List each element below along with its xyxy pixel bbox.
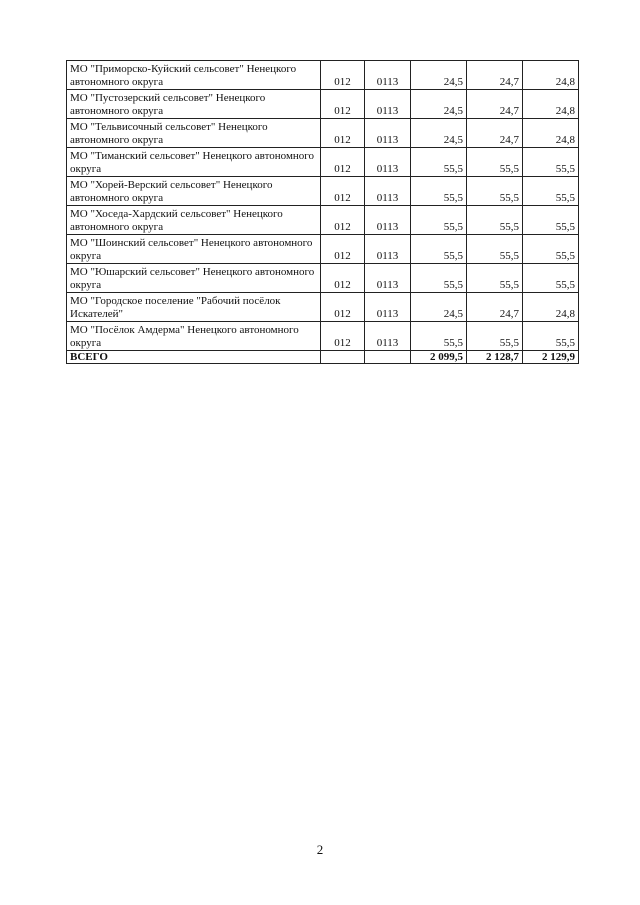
total-year2-cell: 2 128,7 xyxy=(467,351,523,364)
amount-year3-cell: 55,5 xyxy=(523,177,579,206)
municipality-name-cell: МО "Приморско-Куйский сельсовет" Ненецкого автономного округа xyxy=(67,61,321,90)
section-code-cell: 0113 xyxy=(365,293,411,322)
section-code-cell: 0113 xyxy=(365,61,411,90)
section-code-cell: 0113 xyxy=(365,206,411,235)
amount-year2-cell: 24,7 xyxy=(467,119,523,148)
amount-year2-cell: 24,7 xyxy=(467,293,523,322)
admin-code-cell: 012 xyxy=(321,235,365,264)
table-row xyxy=(67,119,579,148)
amount-year1-cell: 24,5 xyxy=(411,293,467,322)
section-code-cell: 0113 xyxy=(365,235,411,264)
total-year1-cell: 2 099,5 xyxy=(411,351,467,364)
total-label-cell: ВСЕГО xyxy=(67,351,321,364)
amount-year1-cell: 55,5 xyxy=(411,206,467,235)
table-row xyxy=(67,177,579,206)
municipality-name-cell: МО "Юшарский сельсовет" Ненецкого автономного округа xyxy=(67,264,321,293)
admin-code-cell: 012 xyxy=(321,148,365,177)
table-row xyxy=(67,61,579,90)
section-code-cell: 0113 xyxy=(365,264,411,293)
municipality-name-cell: МО "Тельвисочный сельсовет" Ненецкого автономного округа xyxy=(67,119,321,148)
admin-code-cell: 012 xyxy=(321,322,365,351)
table-row xyxy=(67,264,579,293)
municipality-name-cell: МО "Посёлок Амдерма" Ненецкого автономного округа xyxy=(67,322,321,351)
amount-year1-cell: 55,5 xyxy=(411,264,467,293)
admin-code-cell: 012 xyxy=(321,90,365,119)
admin-code-cell: 012 xyxy=(321,119,365,148)
amount-year1-cell: 24,5 xyxy=(411,90,467,119)
amount-year2-cell: 55,5 xyxy=(467,235,523,264)
amount-year2-cell: 24,7 xyxy=(467,61,523,90)
amount-year2-cell: 55,5 xyxy=(467,206,523,235)
amount-year3-cell: 55,5 xyxy=(523,322,579,351)
admin-code-cell: 012 xyxy=(321,293,365,322)
municipality-name-cell: МО "Шоинский сельсовет" Ненецкого автономного округа xyxy=(67,235,321,264)
section-code-cell: 0113 xyxy=(365,322,411,351)
total-section-empty-cell xyxy=(365,351,411,364)
amount-year1-cell: 24,5 xyxy=(411,119,467,148)
amount-year2-cell: 55,5 xyxy=(467,322,523,351)
admin-code-cell: 012 xyxy=(321,264,365,293)
section-code-cell: 0113 xyxy=(365,119,411,148)
amount-year3-cell: 55,5 xyxy=(523,264,579,293)
total-admin-empty-cell xyxy=(321,351,365,364)
section-code-cell: 0113 xyxy=(365,177,411,206)
budget-allocation-table xyxy=(66,60,579,364)
municipality-name-cell: МО "Хоседа-Хардский сельсовет" Ненецкого автономного округа xyxy=(67,206,321,235)
amount-year1-cell: 55,5 xyxy=(411,235,467,264)
municipality-name-cell: МО "Хорей-Верский сельсовет" Ненецкого автономного округа xyxy=(67,177,321,206)
amount-year1-cell: 55,5 xyxy=(411,148,467,177)
amount-year3-cell: 24,8 xyxy=(523,293,579,322)
municipality-name-cell: МО "Пустозерский сельсовет" Ненецкого автономного округа xyxy=(67,90,321,119)
amount-year1-cell: 55,5 xyxy=(411,322,467,351)
amount-year1-cell: 55,5 xyxy=(411,177,467,206)
amount-year2-cell: 55,5 xyxy=(467,264,523,293)
municipality-name-cell: МО "Городское поселение "Рабочий посёлок Искателей" xyxy=(67,293,321,322)
amount-year3-cell: 55,5 xyxy=(523,206,579,235)
admin-code-cell: 012 xyxy=(321,206,365,235)
table-row xyxy=(67,90,579,119)
page-number: 2 xyxy=(316,842,324,857)
amount-year2-cell: 24,7 xyxy=(467,90,523,119)
table-row xyxy=(67,148,579,177)
amount-year3-cell: 24,8 xyxy=(523,61,579,90)
table-row xyxy=(67,235,579,264)
section-code-cell: 0113 xyxy=(365,90,411,119)
amount-year3-cell: 55,5 xyxy=(523,148,579,177)
municipality-name-cell: МО "Тиманский сельсовет" Ненецкого автономного округа xyxy=(67,148,321,177)
amount-year3-cell: 24,8 xyxy=(523,119,579,148)
amount-year2-cell: 55,5 xyxy=(467,148,523,177)
total-year3-cell: 2 129,9 xyxy=(523,351,579,364)
admin-code-cell: 012 xyxy=(321,177,365,206)
amount-year1-cell: 24,5 xyxy=(411,61,467,90)
section-code-cell: 0113 xyxy=(365,148,411,177)
amount-year3-cell: 24,8 xyxy=(523,90,579,119)
amount-year3-cell: 55,5 xyxy=(523,235,579,264)
total-row xyxy=(67,351,579,364)
admin-code-cell: 012 xyxy=(321,61,365,90)
table-row xyxy=(67,206,579,235)
amount-year2-cell: 55,5 xyxy=(467,177,523,206)
table-row xyxy=(67,293,579,322)
table-row xyxy=(67,322,579,351)
